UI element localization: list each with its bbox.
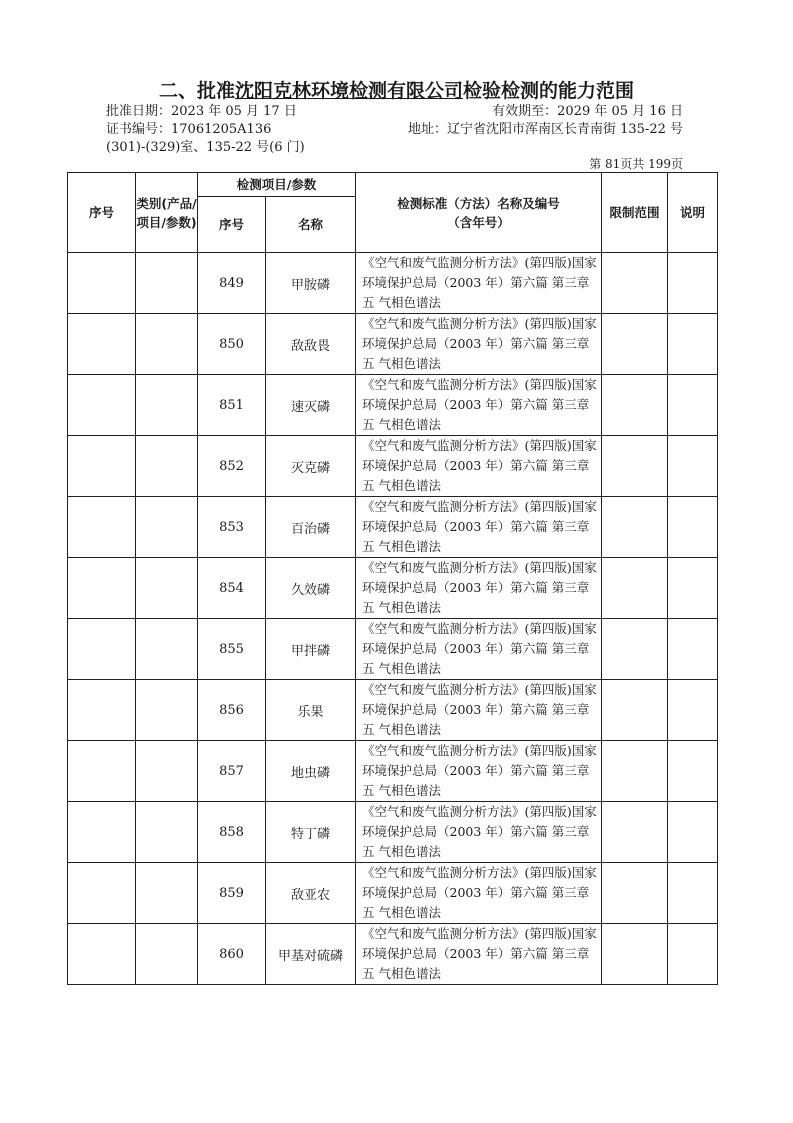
header-limit: 限制范围: [602, 173, 668, 253]
method-standard: 《空气和废气监测分析方法》(第四版)国家环境保护总局（2003 年）第六篇 第三章 五 气相色谱法: [356, 741, 602, 802]
table-row: [68, 924, 718, 985]
cell-note: [668, 619, 718, 680]
method-standard: 《空气和废气监测分析方法》(第四版)国家环境保护总局（2003 年）第六篇 第三章 五 气相色谱法: [356, 680, 602, 741]
cell-note: [668, 436, 718, 497]
cell-category: [136, 436, 198, 497]
item-number: 854: [198, 558, 266, 619]
cell-limit: [602, 924, 668, 985]
item-name: 敌亚农: [266, 863, 356, 924]
header-standard: 检测标准（方法）名称及编号（含年号）: [356, 173, 602, 253]
item-name: 灭克磷: [266, 436, 356, 497]
table-row: [68, 253, 718, 314]
method-standard: 《空气和废气监测分析方法》(第四版)国家环境保护总局（2003 年）第六篇 第三章 五 气相色谱法: [356, 375, 602, 436]
address: 地址：辽宁省沈阳市浑南区长青南街 135-22 号: [407, 122, 683, 137]
item-name: 特丁磷: [266, 802, 356, 863]
cell-note: [668, 375, 718, 436]
cell-note: [668, 497, 718, 558]
table-row: [68, 375, 718, 436]
cell-limit: [602, 314, 668, 375]
table-row: [68, 863, 718, 924]
item-number: 850: [198, 314, 266, 375]
cell-seq: [68, 680, 136, 741]
cell-limit: [602, 680, 668, 741]
cell-note: [668, 924, 718, 985]
cell-category: [136, 802, 198, 863]
cell-limit: [602, 253, 668, 314]
cell-seq: [68, 802, 136, 863]
table-row: [68, 741, 718, 802]
cell-category: [136, 497, 198, 558]
cell-category: [136, 314, 198, 375]
cell-category: [136, 924, 198, 985]
cell-seq: [68, 619, 136, 680]
title-suffix: 检验检测的能力范围: [463, 80, 635, 102]
item-number: 859: [198, 863, 266, 924]
method-standard: 《空气和废气监测分析方法》(第四版)国家环境保护总局（2003 年）第六篇 第三章 五 气相色谱法: [356, 619, 602, 680]
table-row: [68, 619, 718, 680]
method-standard: 《空气和废气监测分析方法》(第四版)国家环境保护总局（2003 年）第六篇 第三章 五 气相色谱法: [356, 314, 602, 375]
item-number: 849: [198, 253, 266, 314]
cell-seq: [68, 558, 136, 619]
cell-limit: [602, 619, 668, 680]
item-number: 853: [198, 497, 266, 558]
cell-seq: [68, 314, 136, 375]
item-number: 852: [198, 436, 266, 497]
cell-note: [668, 314, 718, 375]
item-name: 甲基对硫磷: [266, 924, 356, 985]
valid-until: 有效期至：2029 年 05 月 16 日: [492, 104, 683, 119]
header-seq: 序号: [68, 173, 136, 253]
cell-category: [136, 741, 198, 802]
cell-category: [136, 253, 198, 314]
table-row: [68, 558, 718, 619]
cell-limit: [602, 558, 668, 619]
table-row: [68, 314, 718, 375]
cell-limit: [602, 497, 668, 558]
cell-seq: [68, 741, 136, 802]
address-continued: (301)-(329)室、135-22 号(6 门): [106, 140, 305, 155]
method-standard: 《空气和废气监测分析方法》(第四版)国家环境保护总局（2003 年）第六篇 第三章 五 气相色谱法: [356, 558, 602, 619]
item-name: 久效磷: [266, 558, 356, 619]
cell-note: [668, 253, 718, 314]
cell-note: [668, 741, 718, 802]
header-category: 类别(产品/项目/参数): [136, 173, 198, 253]
item-number: 860: [198, 924, 266, 985]
item-name: 速灭磷: [266, 375, 356, 436]
cell-limit: [602, 863, 668, 924]
cell-seq: [68, 253, 136, 314]
approval-date: 批准日期：2023 年 05 月 17 日: [106, 104, 297, 119]
method-standard: 《空气和废气监测分析方法》(第四版)国家环境保护总局（2003 年）第六篇 第三章 五 气相色谱法: [356, 497, 602, 558]
cell-limit: [602, 802, 668, 863]
table-row: [68, 497, 718, 558]
cell-seq: [68, 863, 136, 924]
item-name: 百治磷: [266, 497, 356, 558]
capability-table: [67, 172, 718, 985]
item-name: 甲拌磷: [266, 619, 356, 680]
title-prefix: 二、批准: [158, 80, 235, 102]
item-name: 乐果: [266, 680, 356, 741]
header-test-group: 检测项目/参数: [198, 173, 356, 197]
cell-note: [668, 680, 718, 741]
method-standard: 《空气和废气监测分析方法》(第四版)国家环境保护总局（2003 年）第六篇 第三章 五 气相色谱法: [356, 253, 602, 314]
cell-category: [136, 863, 198, 924]
header-item-name: 名称: [266, 197, 356, 253]
item-number: 855: [198, 619, 266, 680]
page-title: [0, 76, 793, 103]
cell-note: [668, 802, 718, 863]
cell-category: [136, 375, 198, 436]
item-name: 甲胺磷: [266, 253, 356, 314]
item-name: 敌敌畏: [266, 314, 356, 375]
cell-limit: [602, 436, 668, 497]
cell-seq: [68, 497, 136, 558]
cell-category: [136, 680, 198, 741]
cell-seq: [68, 924, 136, 985]
cell-limit: [602, 741, 668, 802]
cell-seq: [68, 375, 136, 436]
item-number: 856: [198, 680, 266, 741]
cell-category: [136, 558, 198, 619]
item-name: 地虫磷: [266, 741, 356, 802]
item-number: 857: [198, 741, 266, 802]
method-standard: 《空气和废气监测分析方法》(第四版)国家环境保护总局（2003 年）第六篇 第三章 五 气相色谱法: [356, 924, 602, 985]
table-row: [68, 802, 718, 863]
header-item-seq: 序号: [198, 197, 266, 253]
item-number: 851: [198, 375, 266, 436]
page-info: 第 81页共 199页: [589, 157, 683, 171]
method-standard: 《空气和废气监测分析方法》(第四版)国家环境保护总局（2003 年）第六篇 第三章 五 气相色谱法: [356, 802, 602, 863]
table-row: [68, 680, 718, 741]
cell-seq: [68, 436, 136, 497]
cell-limit: [602, 375, 668, 436]
cell-note: [668, 863, 718, 924]
item-number: 858: [198, 802, 266, 863]
cell-note: [668, 558, 718, 619]
header-note: 说明: [668, 173, 718, 253]
certificate-number: 证书编号：17061205A136: [106, 122, 272, 137]
title-organization: 沈阳克林环境检测有限公司: [234, 80, 463, 102]
table-row: [68, 436, 718, 497]
method-standard: 《空气和废气监测分析方法》(第四版)国家环境保护总局（2003 年）第六篇 第三章 五 气相色谱法: [356, 436, 602, 497]
cell-category: [136, 619, 198, 680]
method-standard: 《空气和废气监测分析方法》(第四版)国家环境保护总局（2003 年）第六篇 第三章 五 气相色谱法: [356, 863, 602, 924]
